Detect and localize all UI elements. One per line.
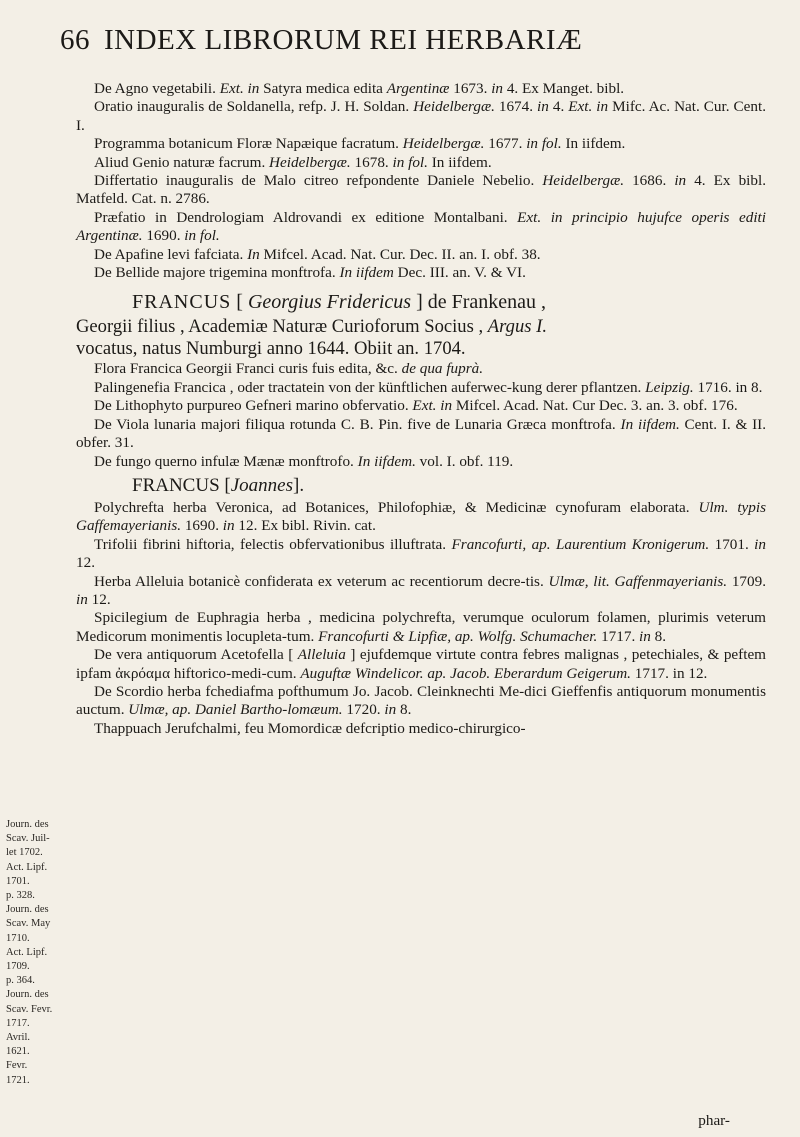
margin-note: p. 328. <box>6 890 35 902</box>
margin-note: 1621. <box>6 1046 30 1058</box>
margin-note: p. 364. <box>6 975 35 987</box>
bibliography-entry: De Scordio herba fchediafma pofthumum Jo. Jacob. Cleinknechti Me-dici Gieffenfis antiquorum monumentis auctum. Ulmæ, ap. Daniel Bartho-lomæum. 1720. in 8. <box>76 682 766 719</box>
margin-note: Scav. Fevr. <box>6 1003 53 1015</box>
margin-notes <box>6 818 68 1088</box>
bibliography-entry: Programma botanicum Floræ Napæique facratum. Heidelbergæ. 1677. in fol. In iifdem. <box>94 135 626 153</box>
bibliography-entry: De vera antiquorum Acetofella [ Alleluia ] ejufdemque virtute contra febres malignas , petechiales, & peftem ipfam ἀκρόαμα hiftorico-medi-cum. Auguftæ Windelicor. ap. Jacob. Eberardum Geigerum. 1717. in 12. <box>76 646 766 682</box>
index-text <box>76 80 766 738</box>
margin-note: Scav. Juil- <box>6 833 50 845</box>
bibliography-entry: Palingenefia Francica , oder tractatein von der künftlichen auferwec-kung derer pflantzen. Leipzig. 1716. in 8. <box>94 378 763 396</box>
margin-note: Journ. des <box>6 904 49 916</box>
bibliography-entry: Flora Francica Georgii Franci curis fuis edita, &c. de qua fuprà. <box>94 360 484 378</box>
page-number: 66 <box>60 24 90 56</box>
bibliography-entry: Oratio inauguralis de Soldanella, refp. J. H. Soldan. Heidelbergæ. 1674. in 4. Ext. in Mifc. Ac. Nat. Cur. Cent. I. <box>76 98 767 134</box>
margin-note: 1701. <box>6 875 30 887</box>
bibliography-entry: Differtatio inauguralis de Malo citreo refpondente Daniele Nebelio. Heidelbergæ. 1686. in 4. Ex bibl. Matfeld. Cat. n. 2786. <box>76 172 767 208</box>
bibliography-entry: Spicilegium de Euphragia herba , medicina polychrefta, verumque oculorum folamen, plurimis veterum Medicorum monimentis locupleta-tum. Francofurti & Lipfiæ, ap. Wolfg. Schumacher. 1717. in 8. <box>76 609 766 645</box>
bibliography-entry: De Lithophyto purpureo Gefneri marino obfervatio. Ext. in Mifcel. Acad. Nat. Cur Dec. 3. an. 3. obf. 176. <box>94 397 738 415</box>
author-bio-line: vocatus, natus Numburgi anno 1644. Obiit an. 1704. <box>76 338 466 360</box>
margin-note: Journ. des <box>6 819 49 830</box>
margin-note: 1721. <box>6 1074 30 1086</box>
margin-note: Journ. des <box>6 989 49 1001</box>
bibliography-entry: De fungo querno infulæ Mænæ monftrofo. In iifdem. vol. I. obf. 119. <box>94 452 514 470</box>
bibliography-entry: Herba Alleluia botanicè confiderata ex veterum ac recentiorum decre-tis. Ulmæ, lit. Gaffenmayerianis. 1709. in 12. <box>76 572 767 608</box>
margin-note: Act. Lipf. <box>6 861 48 873</box>
margin-note: Scav. May <box>6 918 51 930</box>
soldan-entries <box>76 98 766 282</box>
running-title: INDEX LIBRORUM REI HERBARIÆ <box>104 24 583 56</box>
margin-note: 1709. <box>6 961 30 973</box>
francus-joannes-entries <box>76 499 766 738</box>
page-header <box>60 24 582 57</box>
bibliography-entry: De Viola lunaria majori filiqua rotunda C. B. Pin. five de Lunaria Græca monftrofa. In iifdem. Cent. I. & II. obfer. 31. <box>76 415 767 452</box>
bibliography-entry: De Bellide majore trigemina monftrofa. In iifdem Dec. III. an. V. & VI. <box>94 264 526 282</box>
margin-note: 1710. <box>6 932 30 944</box>
bibliography-entry: Thappuach Jerufchalmi, feu Momordicæ defcriptio medico-chirurgico- <box>94 719 526 737</box>
bibliography-entry: Aliud Genio naturæ facrum. Heidelbergæ. 1678. in fol. In iifdem. <box>94 153 492 171</box>
bibliography-entry: Præfatio in Dendrologiam Aldrovandi ex editione Montalbani. Ext. in principio hujufce operis editi Argentinæ. 1690. in fol. <box>76 208 766 245</box>
author-heading-joannes: FRANCUS [Joannes]. <box>132 474 305 496</box>
catchword: phar- <box>698 1112 730 1129</box>
francus-georgius-entries <box>76 360 766 470</box>
margin-note: Fevr. <box>6 1060 28 1072</box>
bibliography-entry: De Apafine levi fafciata. In Mifcel. Acad. Nat. Cur. Dec. II. an. I. obf. 38. <box>94 245 541 263</box>
bibliography-entry: Trifolii fibrini hiftoria, felectis obfervationibus illuftrata. Francofurti, ap. Laurentium Kronigerum. 1701. in 12. <box>76 535 766 572</box>
margin-note: Act. Lipf. <box>6 946 48 958</box>
author-bio-line: Georgii filius , Academiæ Naturæ Curioforum Socius , Argus I. <box>76 316 548 338</box>
author-heading-georgius: FRANCUS [ Georgius Fridericus ] de Frankenau , <box>132 291 547 314</box>
margin-note: Avril. <box>6 1032 31 1044</box>
entry-agno: De Agno vegetabili. Ext. in Satyra medica edita Argentinæ 1673. in 4. Ex Manget. bibl. <box>94 80 625 97</box>
margin-note: let 1702. <box>6 847 43 859</box>
bibliography-entry: Polychrefta herba Veronica, ad Botanices, Philofophiæ, & Medicinæ cynofuram elaborata. Ulm. typis Gaffemayerianis. 1690. in 12. Ex bibl. Rivin. cat. <box>76 498 767 535</box>
margin-note: 1717. <box>6 1017 30 1029</box>
